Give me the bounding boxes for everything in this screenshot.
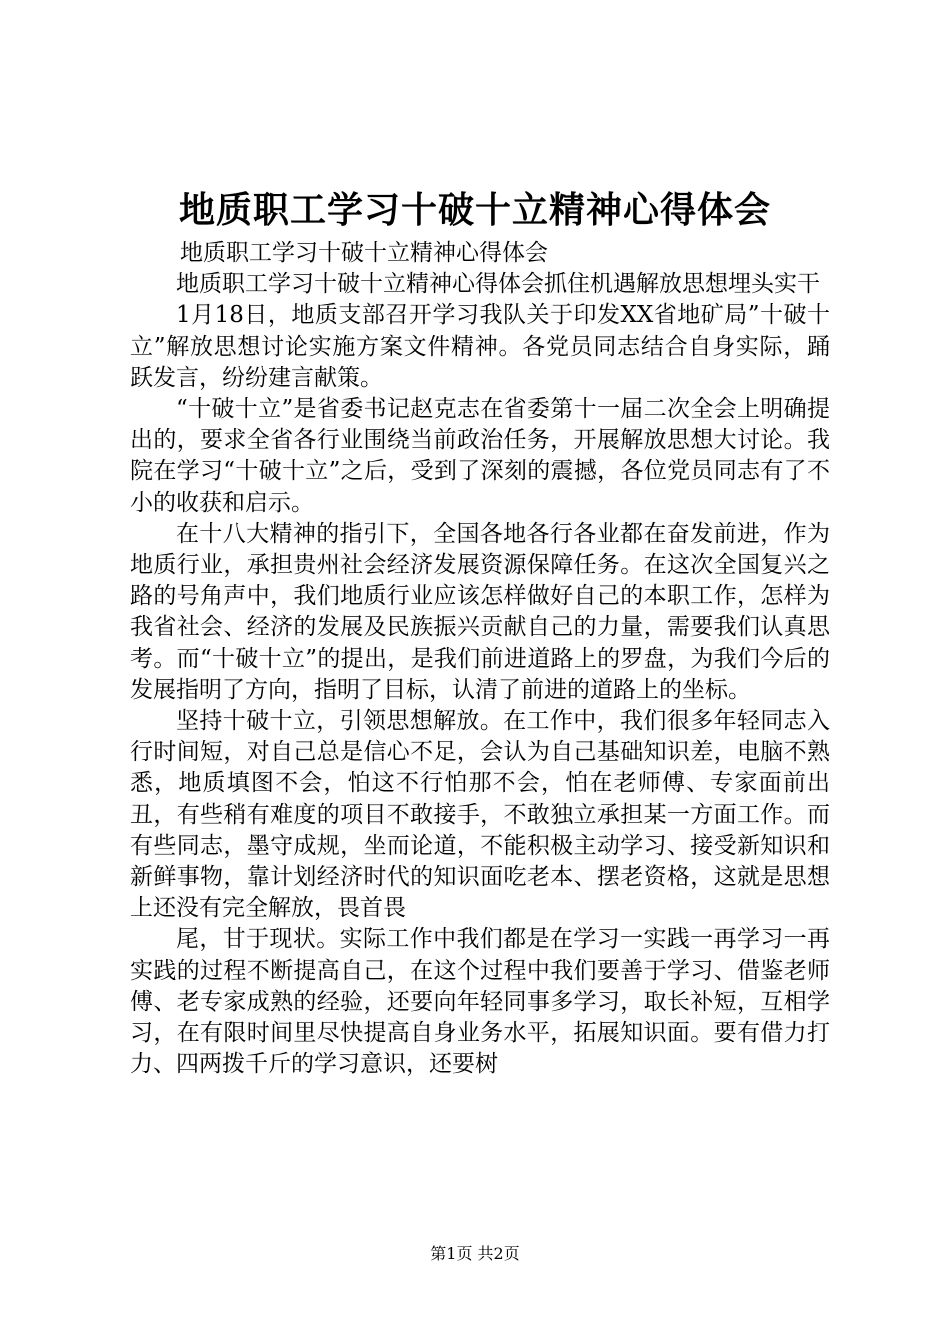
subtitle-paragraph: 地质职工学习十破十立精神心得体会 [180,240,548,266]
paragraph: 在十八大精神的指引下，全国各地各行各业都在奋发前进，作为地质行业，承担贵州社会经济发展资源保障任务。在这次全国复兴之路的号角声中，我们地质行业应该怎样做好自己的本职工作，怎样为我省社会、经济的发展及民族振兴贡献自己的力量，需要我们认真思考。而“十破十立”的提出，是我们前进道路上的罗盘，为我们今后的发展指明了方向，指明了目标，认清了前进的道路上的坐标。 [130,520,830,703]
paragraph: 尾，甘于现状。实际工作中我们都是在学习一实践一再学习一再实践的过程不断提高自己，在这个过程中我们要善于学习、借鉴老师傅、老专家成熟的经验，还要向年轻同事多学习，取长补短，互相学习，在有限时间里尽快提高自身业务水平，拓展知识面。要有借力打力、四两拨千斤的学习意识，还要树 [130,926,830,1078]
document-title: 地质职工学习十破十立精神心得体会 [178,189,771,231]
paragraph: 1月18日，地质支部召开学习我队关于印发XX省地矿局”十破十立”解放思想讨论实施方案文件精神。各党员同志结合自身实际，踊跃发言，纷纷建言献策。 [130,302,830,391]
paragraph: 地质职工学习十破十立精神心得体会抓住机遇解放思想埋头实干 [176,271,820,298]
document-body [130,238,830,1080]
paragraph: “十破十立”是省委书记赵克志在省委第十一届二次全会上明确提出的，要求全省各行业围绕当前政治任务，开展解放思想大讨论。我院在学习“十破十立”之后，受到了深刻的震撼，各位党员同志有了不小的收获和启示。 [130,396,830,516]
page-number-footer: 第1页 共2页 [430,1244,520,1263]
paragraph: 坚持十破十立，引领思想解放。在工作中，我们很多年轻同志入行时间短，对自己总是信心不足，会认为自己基础知识差，电脑不熟悉，地质填图不会，怕这不行怕那不会，怕在老师傅、专家面前出丑，有些稍有难度的项目不敢接手，不敢独立承担某一方面工作。而有些同志，墨守成规，坐而论道，不能积极主动学习、接受新知识和新鲜事物，靠计划经济时代的知识面吃老本、摆老资格，这就是思想上还没有完全解放，畏首畏 [130,708,830,922]
